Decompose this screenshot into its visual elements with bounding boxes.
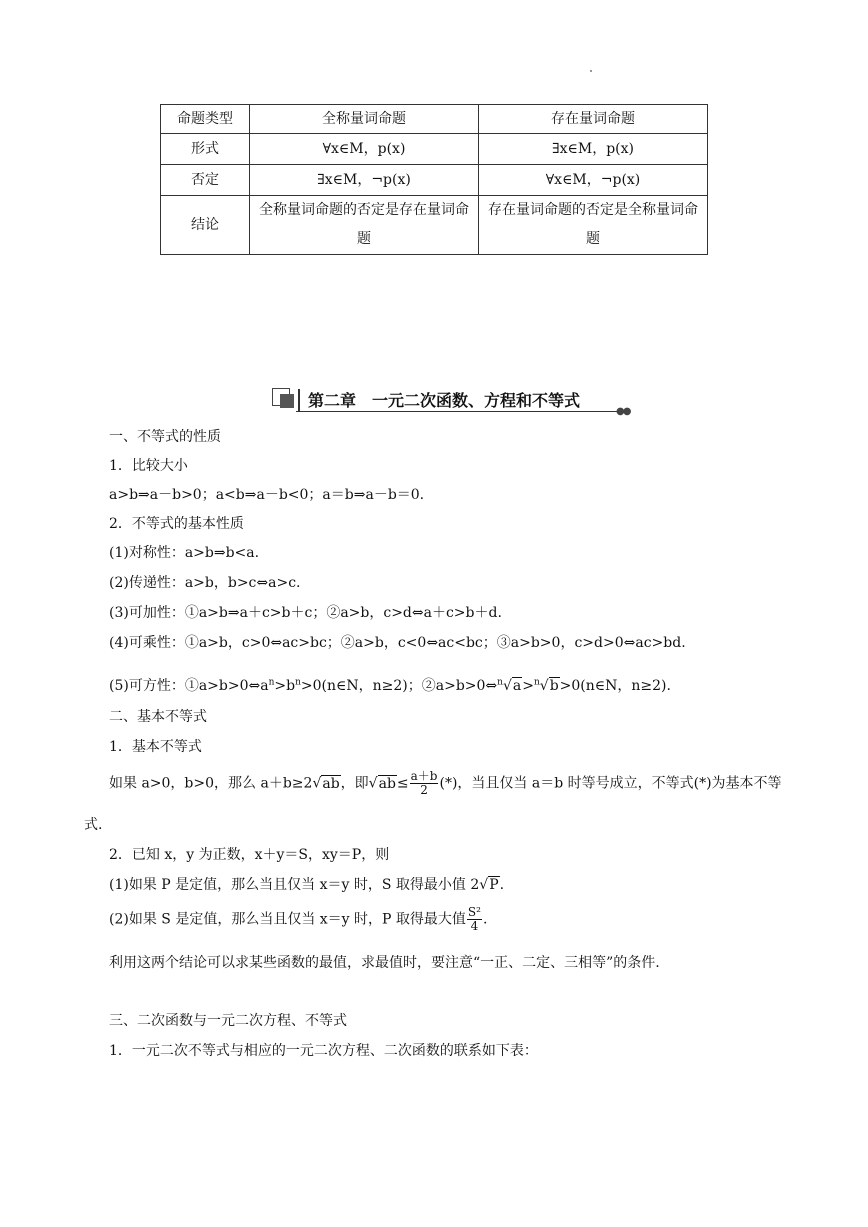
power-text: >0(n∈N，n≥2)；②a>b>0⇔ (300, 678, 498, 694)
power-text: >0(n∈N，n≥2). (559, 678, 671, 694)
basic-inequality-statement: 如果 a>0，b>0，那么 a＋b≥2√ab，即√ab≤ $\frac{a+b}{2}$ (*)，当且仅当 a＝b 时等号成立，不等式(*)为基本不等 (109, 769, 782, 797)
power-text: (5)可方性：①a>b>0⇔a (109, 678, 269, 694)
power-exponent: n (268, 677, 275, 688)
property-power: (5)可方性：$①a>b>0\Leftrightarrow a^n>b^n>0(n\in N$，n≥2)；②a>b>0⇔$^n$√a>$^n$√b>0(n∈N，n≥2). (109, 677, 671, 694)
subsection-properties: 2．不等式的基本性质 (109, 516, 244, 532)
bi-text: (*)，当且仅当 a＝b 时等号成立，不等式(*)为基本不等 (439, 775, 782, 792)
rule-radicand: P (489, 877, 499, 893)
section-heading-3: 三、二次函数与一元二次方程、不等式 (109, 1013, 347, 1029)
power-text: > (522, 678, 534, 694)
power-text: >b (274, 678, 296, 694)
rule-text: . (499, 877, 505, 893)
max-min-rule-2 (109, 906, 487, 933)
bi-radicand: ab (322, 775, 340, 792)
rule-fraction (467, 906, 482, 933)
bi-text: 如果 a>0，b>0，那么 a＋b≥2 (109, 775, 313, 792)
chapter-heading (272, 386, 632, 417)
compare-rule: a>b⇒a－b>0；a<b⇒a－b<0；a＝b⇒a－b＝0. (109, 487, 425, 503)
table-header-row (161, 105, 708, 134)
table-cell: ∃x∈M，¬p(x) (250, 165, 479, 196)
basic-inequality-wrap: 式. (84, 817, 103, 833)
section-heading-2: 二、基本不等式 (109, 709, 207, 725)
root-radicand: a (512, 678, 522, 694)
section-heading-1: 一、不等式的性质 (109, 429, 221, 445)
bi-text: ，即 (340, 775, 369, 792)
bi-denominator: 2 (420, 783, 428, 797)
property-additive: (3)可加性：①a>b⇒a＋c>b＋c；②a>b，c>d⇔a＋c>b＋d. (109, 605, 502, 621)
property-multiplicative: (4)可乘性：①a>b，c>0⇔ac>bc；②a>b，c<0⇔ac<bc；③a>b>0，c>d>0⇔ac>bd. (109, 635, 686, 651)
table-cell: ∀x∈M，¬p(x) (479, 165, 708, 196)
table-cell: 结论 (161, 196, 250, 255)
quantifier-table (160, 104, 708, 255)
bi-radicand: ab (378, 775, 396, 792)
table-header-cell: 命题类型 (161, 105, 250, 134)
table-header-cell: 全称量词命题 (250, 105, 479, 134)
chapter-dots-icon: ●● (616, 406, 630, 417)
chapter-underline (296, 411, 618, 412)
rule-text: (1)如果 P 是定值，那么当且仅当 x＝y 时，S 取得最小值 2 (109, 877, 480, 893)
table-cell: 全称量词命题的否定是存在量词命题 (250, 196, 479, 255)
table-row (161, 196, 708, 255)
chapter-square-fill-icon (280, 394, 294, 408)
root-radicand: b (549, 678, 559, 694)
rule-text: . (482, 911, 488, 928)
property-transitive: (2)传递性：a>b，b>c⇔a>c. (109, 575, 301, 591)
table-cell: 否定 (161, 165, 250, 196)
property-symmetry: (1)对称性：a>b⇒b<a. (109, 545, 260, 561)
table-cell: ∀x∈M，p(x) (250, 134, 479, 165)
power-exponent: n (295, 677, 301, 688)
bi-fraction (410, 770, 439, 797)
bi-numerator: a＋b (410, 769, 438, 783)
rule-numerator: S² (467, 905, 481, 919)
rule-text: (2)如果 S 是定值，那么当且仅当 x＝y 时，P 取得最大值 (109, 911, 466, 928)
subsection-compare: 1．比较大小 (109, 458, 188, 474)
table-header-cell: 存在量词命题 (479, 105, 708, 134)
subsection-known-xy: 2．已知 x，y 为正数，x＋y＝S，xy＝P，则 (109, 847, 390, 863)
chapter-title: 第二章 一元二次函数、方程和不等式 (308, 391, 581, 410)
bi-text: ≤ (396, 775, 409, 792)
table-cell: 形式 (161, 134, 250, 165)
subsection-basic-inequality: 1．基本不等式 (109, 739, 202, 755)
root-index: n (497, 677, 503, 688)
table-cell: ∃x∈M，p(x) (479, 134, 708, 165)
scan-dot (590, 70, 592, 72)
table-cell: 存在量词命题的否定是全称量词命题 (479, 196, 708, 255)
table-row (161, 134, 708, 165)
root-index: n (533, 677, 540, 688)
rule-denominator: 4 (470, 919, 479, 933)
table-row (161, 165, 708, 196)
usage-note: 利用这两个结论可以求某些函数的最值，求最值时，要注意“一正、二定、三相等”的条件. (109, 955, 660, 971)
chapter-divider (298, 389, 300, 411)
subsection-quadratic-table: 1．一元二次不等式与相应的一元二次方程、二次函数的联系如下表： (109, 1043, 538, 1059)
max-min-rule-1: (1)如果 P 是定值，那么当且仅当 x＝y 时，S 取得最小值 2√P. (109, 877, 505, 893)
